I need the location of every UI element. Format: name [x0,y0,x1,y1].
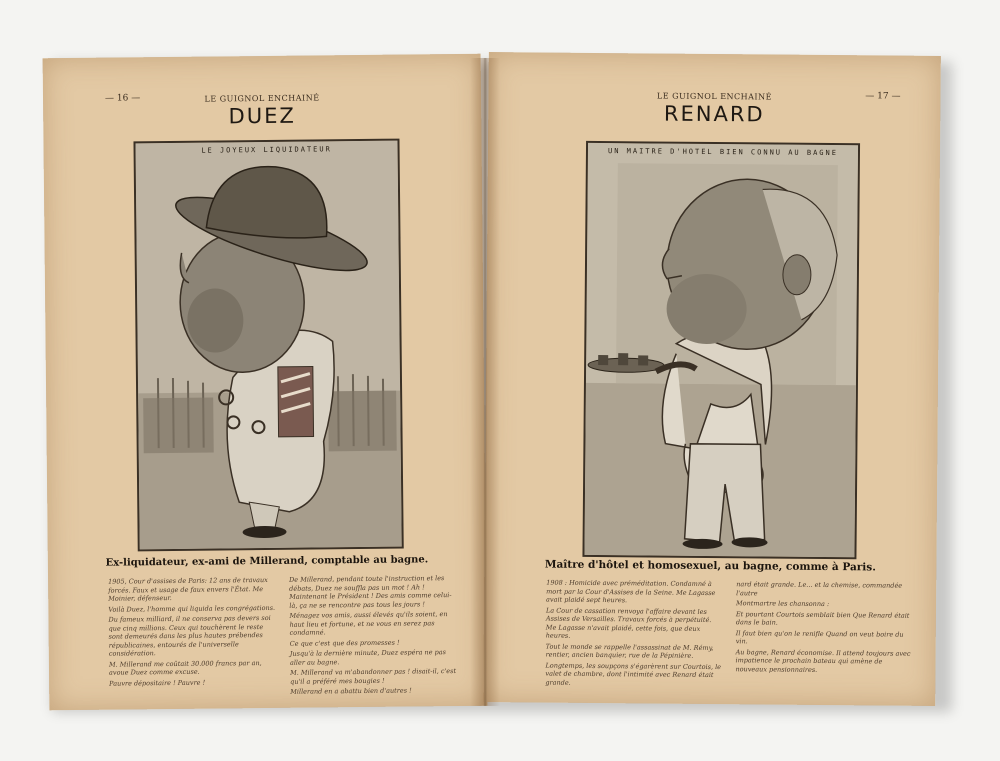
right-paragraph: 1908 : Homicide avec préméditation. Condamné à mort par la Cour d'Assises de la Seine. Me Lagasse avait plaidé sept heures. [546,578,716,605]
duez-plate-caption: LE JOYEUX LIQUIDATEUR [201,145,332,155]
renard-plate-caption: UN MAITRE D'HOTEL BIEN CONNU AU BAGNE [607,147,838,158]
renard-caption: Maître d'hôtel et homosexuel, au bagne, comme à Paris. [544,558,876,574]
duez-caricature [133,139,403,552]
left-paragraph: M. Millerand va m'abandonner pas ! disait-il, c'est qu'il a préféré mes bougies ! [290,667,457,686]
right-paragraph: Tout le monde se rappelle l'assassinat de M. Rémy, rentier, ancien banquier, rue de la Pépinière. [545,642,714,660]
left-paragraph: Ce que c'est que des promesses ! [289,638,400,648]
right-page-number: — 17 — [865,91,901,102]
left-paragraph: Ménagez vos amis, aussi élevés qu'ils soient, en haut lieu et fortune, et ne vous en serez pas condamné. [289,610,448,637]
duez-illustration [135,141,401,550]
right-paragraph: Montmartre les chansonna : [736,599,830,609]
left-paragraph: M. Millerand me coûtait 30.000 francs par an, avoue Duez comme excuse. [108,658,262,677]
left-column-1 [108,576,276,700]
left-body-text [108,574,457,700]
left-paragraph: De Millerand, pendant toute l'instruction et les débats, Duez ne souffla pas un mot ! Ah ! Maintenant le Président ! Des amis comme celui-là, ça ne se rencontre pas tous les jours ! [289,574,452,610]
right-body-text [545,579,912,692]
right-paragraph: Et pourtant Courtois semblait bien Que Renard était dans le bain. [735,609,910,627]
renard-caricature [582,141,860,559]
left-paragraph: 1905, Cour d'assises de Paris: 12 ans de travaux forcés. Faux et usage de faux envers l'État. Me Moinier, défenseur. [108,575,268,603]
left-paragraph: Millerand en a abattu bien d'autres ! [290,686,412,696]
left-paragraph: Jusqu'à la dernière minute, Duez espéra ne pas aller au bagne. [289,648,447,667]
duez-caption: Ex-liquidateur, ex-ami de Millerand, comptable au bagne. [105,554,429,569]
right-running-head: LE GUIGNOL ENCHAINÉ [656,91,773,102]
left-running-head: LE GUIGNOL ENCHAINÉ [204,93,320,104]
right-paragraph: Longtemps, les soupçons s'égarèrent sur Courtois, le valet de chambre, dont l'intimité avec Renard était grande. [545,661,722,687]
right-paragraph: La Cour de cassation renvoya l'affaire devant les Assises de Versailles. Travaux forcés à perpétuité. Me Lagasse n'avait plaidé, cette fois, que deux heures. [545,606,712,640]
left-column-2 [289,574,457,698]
right-paragraph: nard était grande. Le... et la chemise, commandée l'autre [736,580,903,597]
left-paragraph: Voilà Duez, l'homme qui liquida les congrégations. [108,603,276,614]
right-paragraph: Au bagne, Renard économise. Il attend toujours avec impatience le prochain bateau qui amène de nouveaux pensionnaires. [735,647,911,674]
renard-illustration [584,143,858,557]
left-page [43,54,488,711]
right-page [483,52,941,706]
book-gutter [470,58,500,706]
right-column-1 [545,579,722,691]
left-paragraph: Du fameux milliard, il ne conserva pas devers soi que cinq millions. Ceux qui touchèrent le reste sont demeurés dans les plus hautes prébendes républicaines, entourés de l'universelle considération. [108,613,271,658]
left-page-number: — 16 — [104,93,141,104]
left-paragraph: Pauvre dépositaire ! Pauvre ! [109,678,206,688]
right-column-2 [735,580,912,692]
left-page-title: DUEZ [228,103,296,129]
right-page-title: RENARD [663,101,765,127]
right-paragraph: Il faut bien qu'on le renifle Quand on veut boire du vin. [735,628,904,646]
